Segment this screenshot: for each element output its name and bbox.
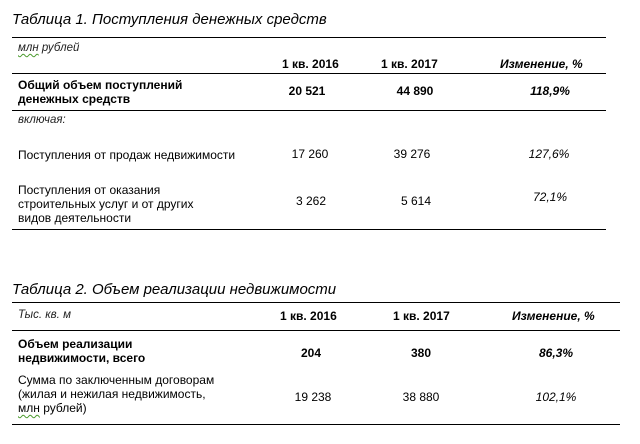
table2-row-contracts-2016: 19 238 <box>294 390 332 404</box>
table1-row-sales-2016: 17 260 <box>291 147 329 161</box>
table2-unit: Тыс. кв. м <box>18 309 71 321</box>
table2-col-change: Изменение, % <box>512 309 595 323</box>
table1-row-sales-2017: 39 276 <box>393 147 431 161</box>
table1-row-total-2016: 20 521 <box>288 84 326 98</box>
table1-row-sales-change: 127,6% <box>528 147 570 161</box>
table2-row-volume-change: 86,3% <box>538 346 574 360</box>
table1-row-services-2016: 3 262 <box>295 194 327 208</box>
table1-col-change: Изменение, % <box>500 57 583 71</box>
table2-row-contracts-label <box>18 373 218 415</box>
table2-top-rule <box>12 302 620 303</box>
table1-including-label: включая: <box>18 114 66 126</box>
table1-header-rule <box>12 73 606 74</box>
table1-row-total-change: 118,9% <box>530 84 570 98</box>
table2-row-contracts-label-c: рублей) <box>39 401 87 415</box>
table1-col-2016: 1 кв. 2016 <box>282 57 339 71</box>
table2-col-2017: 1 кв. 2017 <box>393 309 450 323</box>
table2-row-contracts-label-a: Сумма по заключенным договорам (жилая и нежилая недвижимость, <box>18 373 215 401</box>
table2-row-volume-2017: 380 <box>410 346 432 360</box>
table1-row-sales-label: Поступления от продаж недвижимости <box>18 148 236 162</box>
table1-col-2017: 1 кв. 2017 <box>381 57 438 71</box>
table2-title: Таблица 2. Объем реализации недвижимости <box>12 281 337 298</box>
table2-bottom-rule <box>12 424 620 425</box>
table1-row-total-label: Общий объем поступлений денежных средств <box>18 78 183 106</box>
table1-row-total-2017: 44 890 <box>396 84 434 98</box>
table1-row-services-change: 72,1% <box>532 190 568 204</box>
table2-row-contracts-2017: 38 880 <box>402 390 440 404</box>
table1-unit-abbrev: млн <box>18 42 39 54</box>
table1-bottom-rule <box>12 229 606 230</box>
table1-row-services-label: Поступления от оказания строительных услуг и от других видов деятельности <box>18 183 194 225</box>
table1-title: Таблица 1. Поступления денежных средств <box>12 11 327 28</box>
table1-total-rule <box>12 110 606 111</box>
table2-header-rule <box>12 330 620 331</box>
table1-top-rule <box>12 37 606 38</box>
table2-row-contracts-label-abbrev: млн <box>18 401 40 415</box>
table1-unit <box>18 43 79 55</box>
table1-unit-rest: рублей <box>38 42 80 54</box>
table2-col-2016: 1 кв. 2016 <box>280 309 337 323</box>
table2-row-contracts-change: 102,1% <box>535 390 577 404</box>
table2-row-volume-2016: 204 <box>300 346 322 360</box>
table1-row-services-2017: 5 614 <box>400 194 432 208</box>
table2-row-volume-label: Объем реализации недвижимости, всего <box>18 337 146 365</box>
